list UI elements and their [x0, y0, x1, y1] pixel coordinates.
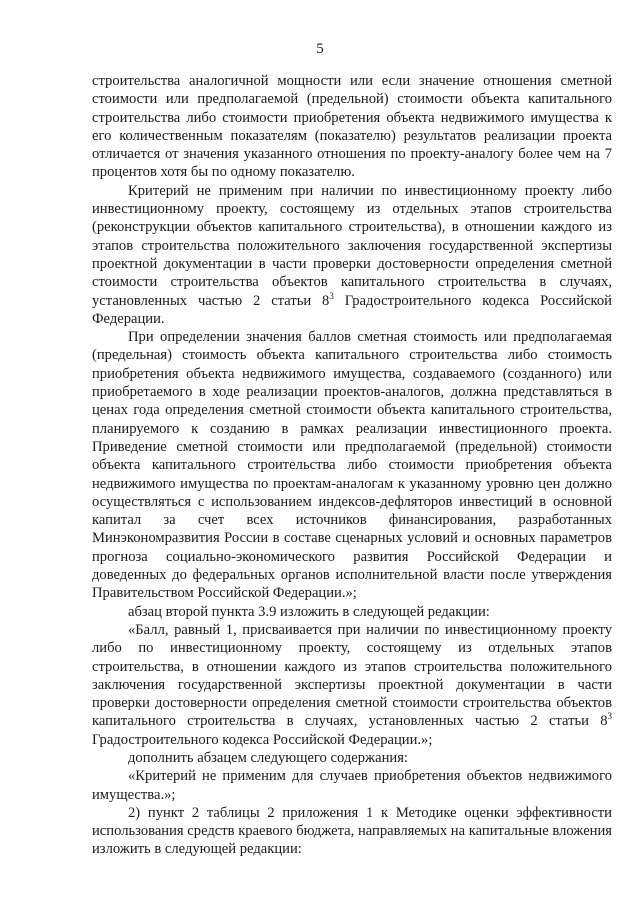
paragraph-2-text: Критерий не применим при наличии по инвестиционному проекту либо инвестиционному проекту, состоящему из отдельных этапов строительства (реконструкции объектов капитального строительства), в отношении каждого из этапов строительства положительного заключения государственной экспертизы проектной документации в части проверки достоверности определения сметной стоимости строительства объектов капитального строительства в случаях, установленных частью 2 статьи 8 [92, 182, 612, 309]
document-body [92, 72, 612, 859]
paragraph-4 [92, 603, 612, 621]
paragraph-3 [92, 328, 612, 602]
paragraph-5 [92, 621, 612, 749]
paragraph-1 [92, 72, 612, 182]
superscript-3: 3 [329, 290, 334, 301]
paragraph-2 [92, 182, 612, 328]
paragraph-2-text-end: Градостроительного кодекса Российской Федерации. [92, 292, 612, 327]
paragraph-7-text: «Критерий не применим для случаев приобретения объектов недвижимого имущества.»; [92, 768, 612, 803]
paragraph-4-text: абзац второй пункта 3.9 изложить в следующей редакции: [128, 603, 490, 620]
paragraph-8 [92, 804, 612, 859]
paragraph-3-text: При определении значения баллов сметная стоимость или предполагаемая (предельная) стоимость объекта капитального строительства либо стоимость приобретения объекта недвижимого имущества, создаваемого (созданного) или приобретаемого в ходе реализации проектов-аналогов, должна представляться в ценах года определения сметной стоимости объекта капитального строительства, планируемого к созданию в рамках реализации инвестиционного проекта. Приведение сметной стоимости или предполагаемой (предельной) стоимости объекта капитального строительства либо стоимости приобретения объекта недвижимого имущества по проектам-аналогам к указанному уровню цен должно осуществляться с использованием индексов-дефляторов инвестиций в основной капитал за счет всех источников финансирования, разработанных Минэкономразвития России в составе сценарных условий и основных параметров прогноза социально-экономического развития Российской Федерации и доведенных до федеральных органов исполнительной власти после утверждения Правительством Российской Федерации.»; [92, 329, 612, 602]
paragraph-5-text: «Балл, равный 1, присваивается при наличии по инвестиционному проекту либо по инвестиционному проекту, состоящему из отдельных этапов строительства, в отношении каждого из этапов строительства положительного заключения государственной экспертизы проектной документации в части проверки достоверности определения сметной стоимости строительства объектов капитального строительства в случаях, установленных частью 2 статьи 8 [92, 621, 612, 730]
paragraph-1-text: строительства аналогичной мощности или если значение отношения сметной стоимости или предполагаемой (предельной) стоимости объекта капитального строительства либо стоимости приобретения объекта недвижимого имущества к его количественным показателям (показателю) результатов реализации проекта отличается от значения указанного отношения по проекту-аналогу более чем на 7 процентов хотя бы по одному показателю. [92, 73, 612, 181]
superscript-3: 3 [607, 711, 612, 722]
paragraph-7 [92, 767, 612, 804]
paragraph-6-text: дополнить абзацем следующего содержания: [128, 749, 408, 766]
paragraph-6 [92, 749, 612, 767]
paragraph-5-text-end: Градостроительного кодекса Российской Федерации.»; [92, 731, 433, 748]
page-number: 5 [316, 41, 324, 57]
paragraph-8-text: 2) пункт 2 таблицы 2 приложения 1 к Методике оценки эффективности использования средств краевого бюджета, направляемых на капитальные вложения изложить в следующей редакции: [92, 804, 612, 858]
